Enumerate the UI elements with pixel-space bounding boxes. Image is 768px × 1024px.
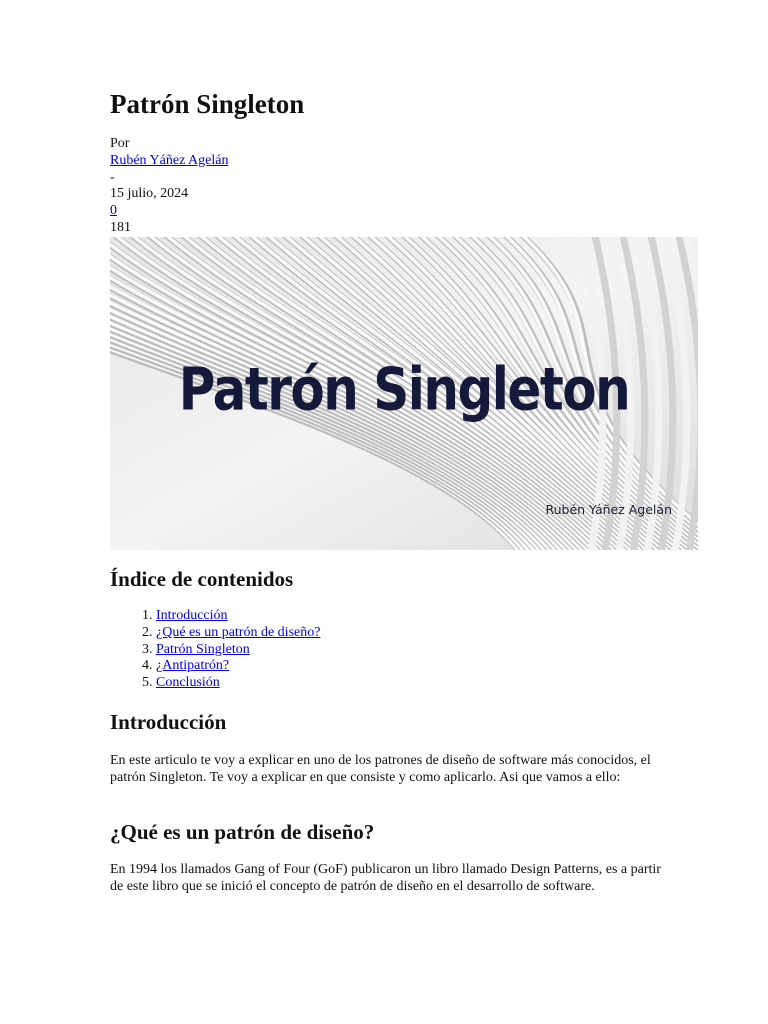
toc-item	[156, 625, 320, 642]
views-count: 181	[110, 219, 131, 235]
section-heading-introduccion: Introducción	[110, 710, 227, 734]
toc-link-antipatron[interactable]: ¿Antipatrón?	[156, 658, 230, 674]
toc-link-que-es-patron[interactable]: ¿Qué es un patrón de diseño?	[156, 624, 321, 640]
toc-item	[156, 658, 320, 675]
toc-heading: Índice de contenidos	[110, 567, 294, 591]
publish-date: 15 julio, 2024	[110, 186, 189, 202]
hero-image	[110, 237, 698, 550]
section-paragraph-introduccion: En este articulo te voy a explicar en uno de los patrones de diseño de software más conocidos, el patrón Singleton. Te voy a explicar en que consiste y como aplicarlo. Asi que vamos a ello:	[110, 753, 651, 785]
toc-link-patron-singleton[interactable]: Patrón Singleton	[156, 641, 250, 657]
meta-separator: -	[110, 169, 115, 185]
by-label: Por	[110, 136, 130, 151]
section-paragraph-que-es-patron: En 1994 los llamados Gang of Four (GoF) publicaron un libro llamado Design Patterns, es a partir de este libro que se inició el concepto de patrón de diseño en el desarrollo de software.	[110, 862, 661, 894]
section-heading-que-es-patron: ¿Qué es un patrón de diseño?	[110, 820, 375, 844]
hero-author: Rubén Yáñez Agelán	[545, 502, 672, 517]
author-link[interactable]: Rubén Yáñez Agelán	[110, 152, 229, 168]
table-of-contents	[110, 608, 320, 692]
page-title: Patrón Singleton	[110, 89, 305, 119]
comments-count-link[interactable]: 0	[110, 203, 117, 219]
toc-link-conclusion[interactable]: Conclusión	[156, 675, 220, 691]
toc-link-introduccion[interactable]: Introducción	[156, 608, 228, 623]
toc-item	[156, 642, 320, 659]
article-meta	[110, 136, 228, 237]
toc-item	[156, 608, 320, 625]
hero-title: Patrón Singleton	[178, 355, 630, 424]
toc-item	[156, 675, 320, 692]
